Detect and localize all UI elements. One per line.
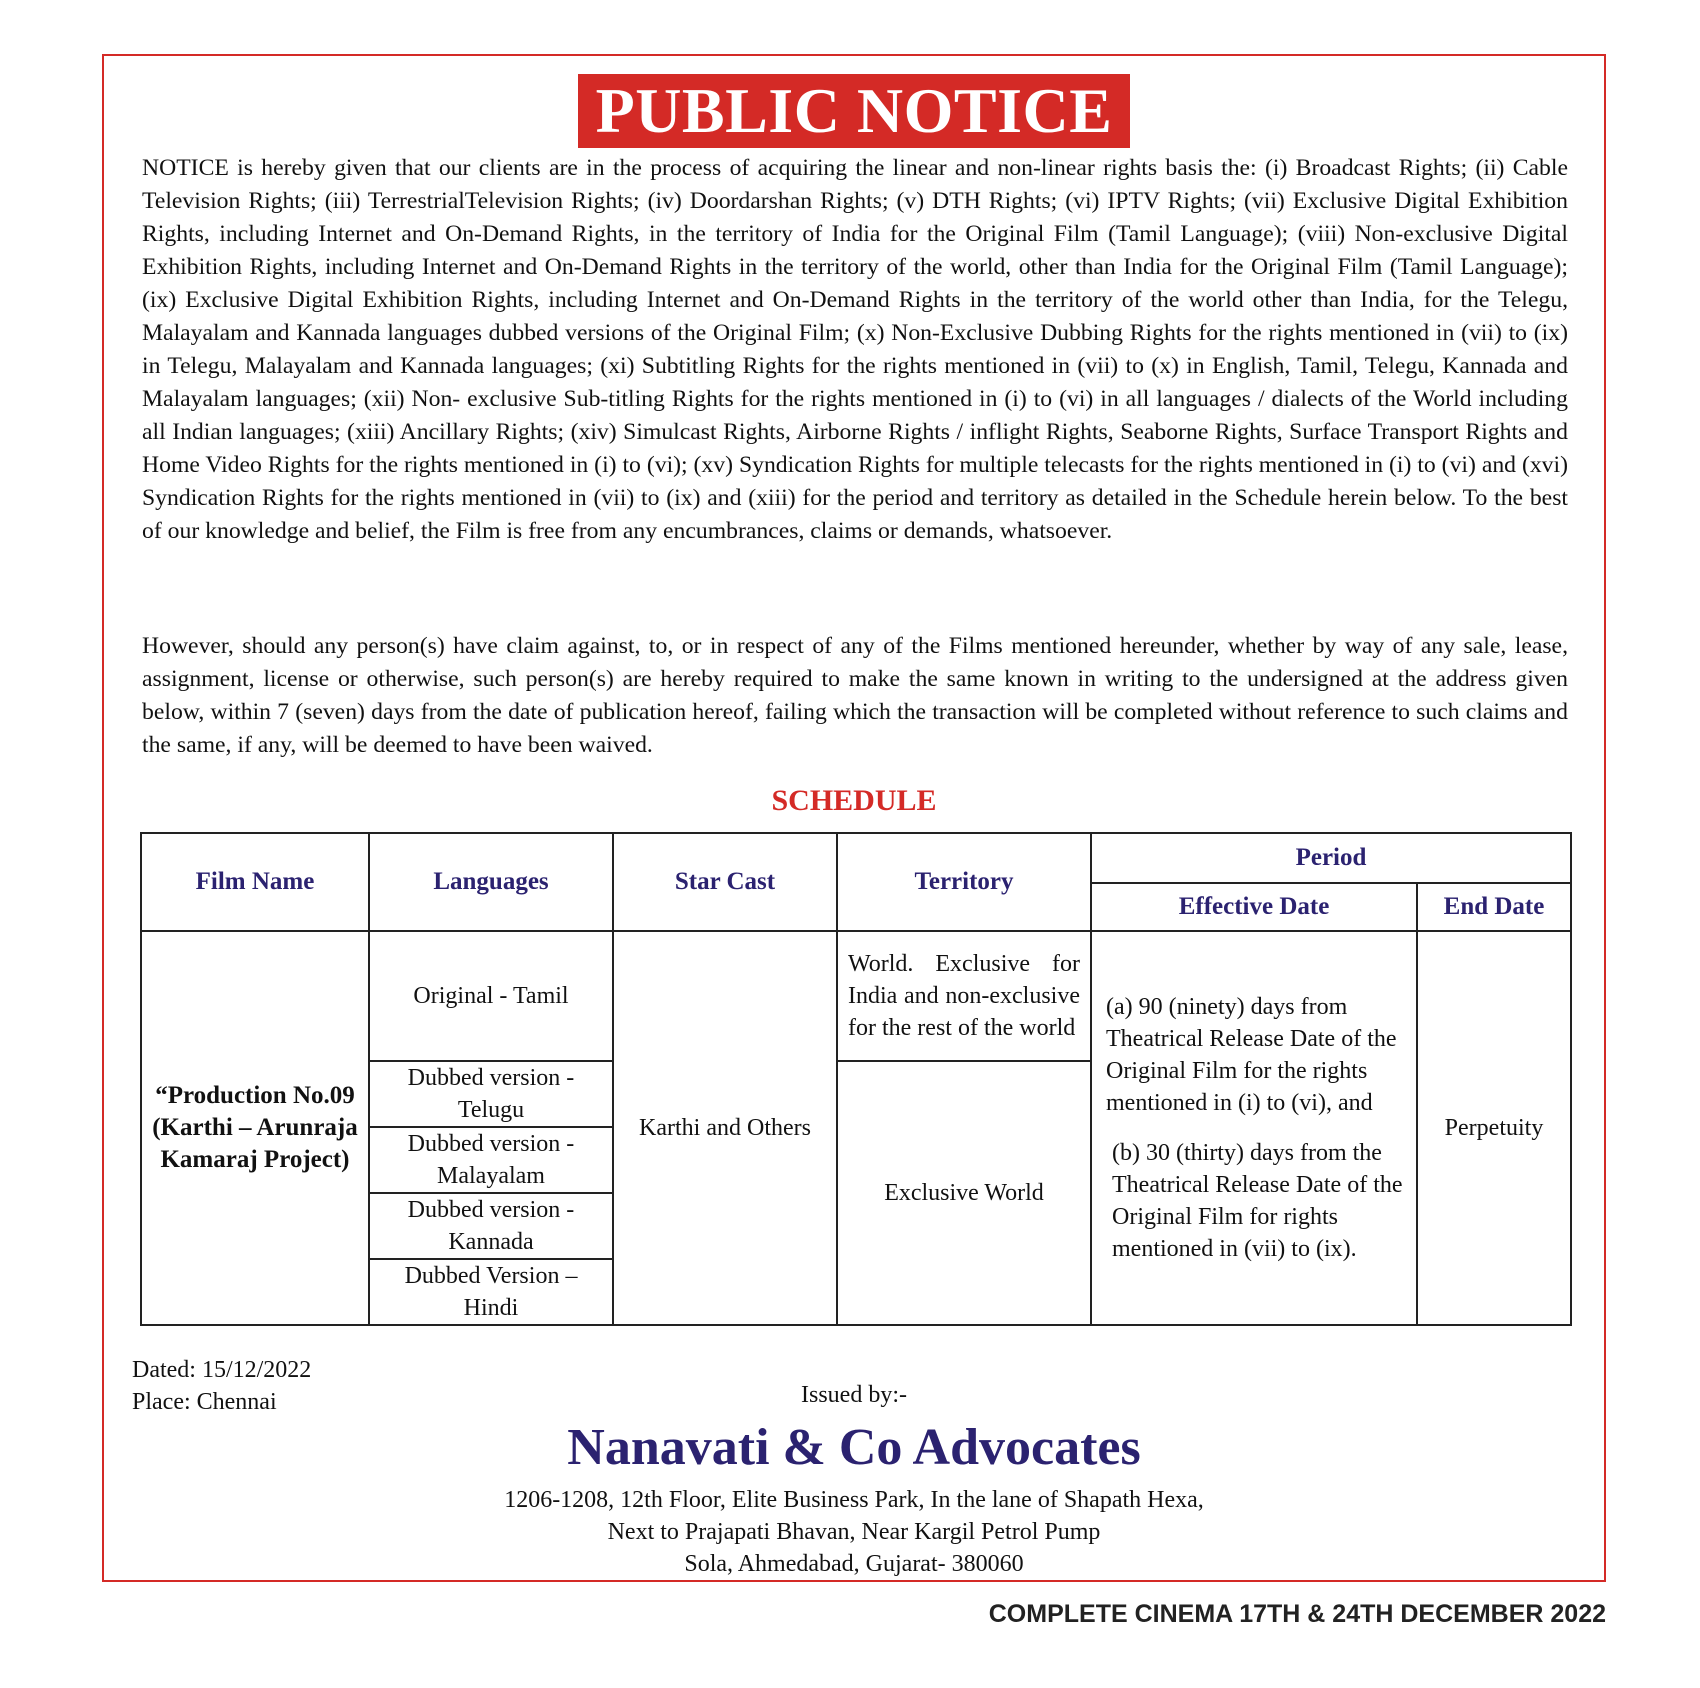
effective-date-a: (a) 90 (ninety) days from Theatrical Release Date of the Original Film for the rights mentioned in (i) to (vi), and <box>1106 994 1397 1116</box>
notice-frame <box>102 54 1606 1582</box>
language-cell: Dubbed version - Kannada <box>369 1193 613 1259</box>
header-effective-date: Effective Date <box>1091 883 1417 931</box>
language-cell: Dubbed Version – Hindi <box>369 1259 613 1325</box>
header-period: Period <box>1091 833 1571 883</box>
notice-paragraph-1: NOTICE is hereby given that our clients are in the process of acquiring the linear and non-linear rights basis the: (i) Broadcast Rights; (ii) Cable Television Rights; (iii) TerrestrialTelevision Rights; (iv) Doordarshan Rights; (v) DTH Rights; (vi) IPTV Rights; (vii) Exclusive Digital Exhibition Rights, including Internet and On-Demand Rights, in the territory of India for the Original Film (Tamil Language); (viii) Non-exclusive Digital Exhibition Rights, including Internet and On-Demand Rights in the territory of the world, other than India for the Original Film (Tamil Language); (ix) Exclusive Digital Exhibition Rights, including Internet and On-Demand Rights in the territory of the world other than India, for the Telegu, Malayalam and Kannada languages dubbed versions of the Original Film; (x) Non-Exclusive Dubbing Rights for the rights mentioned in (vii) to (ix) in Telegu, Malayalam and Kannada languages; (xi) Subtitling Rights for the rights mentioned in (vii) to (x) in English, Tamil, Telegu, Kannada and Malayalam languages; (xii) Non- exclusive Sub-titling Rights for the rights mentioned in (i) to (vi) in all languages / dialects of the World including all Indian languages; (xiii) Ancillary Rights; (xiv) Simulcast Rights, Airborne Rights / inflight Rights, Seaborne Rights, Surface Transport Rights and Home Video Rights for the rights mentioned in (i) to (vi); (xv) Syndication Rights for multiple telecasts for the rights mentioned in (i) to (vi) and (xvi) Syndication Rights for the rights mentioned in (vii) to (ix) and (xiii) for the period and territory as detailed in the Schedule herein below. To the best of our knowledge and belief, the Film is free from any encumbrances, claims or demands, whatsoever. <box>142 155 1568 544</box>
header-star-cast: Star Cast <box>613 833 837 931</box>
notice-paragraph-2: However, should any person(s) have claim against, to, or in respect of any of the Films mentioned hereunder, whether by way of any sale, lease, assignment, license or otherwise, such person(s) are hereby required to make the same known in writing to the undersigned at the address given below, within 7 (seven) days from the date of publication hereof, failing which the transaction will be completed without reference to such claims and the same, if any, will be deemed to have been waived. <box>142 633 1568 758</box>
schedule-table <box>140 832 1572 1326</box>
firm-address <box>104 1484 1604 1580</box>
notice-title: PUBLIC NOTICE <box>578 74 1131 148</box>
film-name-cell: “Production No.09 (Karthi – Arunraja Kamaraj Project) <box>141 931 369 1325</box>
territory-cell-2: Exclusive World <box>837 1061 1091 1325</box>
star-cast-cell: Karthi and Others <box>613 931 837 1325</box>
effective-date-b: (b) 30 (thirty) days from the Theatrical Release Date of the Original Film for rights mentioned in (vii) to (ix). <box>1112 1140 1403 1262</box>
header-languages: Languages <box>369 833 613 931</box>
language-cell: Dubbed version - Telugu <box>369 1061 613 1127</box>
territory-cell-1: World. Exclusive for India and non-exclusive for the rest of the world <box>837 931 1091 1061</box>
dated-text: Dated: 15/12/2022 <box>132 1357 312 1383</box>
language-cell: Original - Tamil <box>369 931 613 1061</box>
effective-date-cell <box>1091 931 1417 1325</box>
address-line: 1206-1208, 12th Floor, Elite Business Park, In the lane of Shapath Hexa, <box>504 1487 1204 1513</box>
issued-by-label: Issued by:- <box>801 1382 907 1408</box>
header-territory: Territory <box>837 833 1091 931</box>
address-line: Next to Prajapati Bhavan, Near Kargil Petrol Pump <box>607 1519 1101 1545</box>
schedule-title: SCHEDULE <box>771 784 937 817</box>
address-line: Sola, Ahmedabad, Gujarat- 380060 <box>684 1551 1024 1577</box>
end-date-cell: Perpetuity <box>1417 931 1571 1325</box>
publication-footer: COMPLETE CINEMA 17TH & 24TH DECEMBER 2022 <box>988 1600 1606 1628</box>
language-cell: Dubbed version - Malayalam <box>369 1127 613 1193</box>
header-end-date: End Date <box>1417 883 1571 931</box>
firm-name: Nanavati & Co Advocates <box>567 1419 1141 1476</box>
place-text: Place: Chennai <box>132 1389 277 1415</box>
header-film-name: Film Name <box>141 833 369 931</box>
